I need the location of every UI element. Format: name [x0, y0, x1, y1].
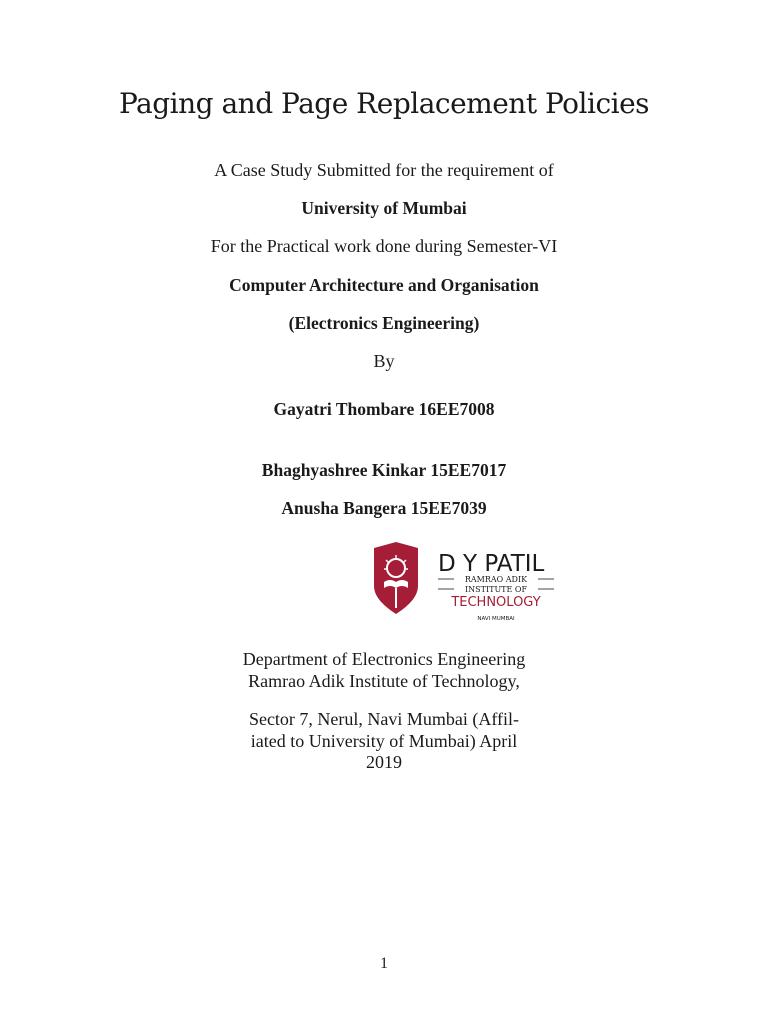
dy-patil-logo-icon: [370, 538, 560, 624]
logo-line-1: RAMRAO ADIK: [464, 575, 528, 584]
logo-name: D Y PATIL: [438, 551, 545, 577]
institute-line: Ramrao Adik Institute of Technology,: [248, 671, 520, 691]
document-title: Paging and Page Replacement Policies: [118, 87, 650, 120]
branch-name: (Electronics Engineering): [288, 313, 480, 333]
author-1: Gayatri Thombare 16EE7008: [273, 399, 495, 419]
logo-line-3: TECHNOLOGY: [451, 595, 541, 610]
author-3: Anusha Bangera 15EE7039: [281, 498, 487, 518]
logo-line-2: INSTITUTE OF: [464, 585, 528, 594]
page-number: 1: [380, 955, 388, 972]
subject-name: Computer Architecture and Organisation: [229, 275, 539, 295]
practical-line: For the Practical work done during Semester-VI: [210, 236, 558, 256]
department-line: Department of Electronics Engineering: [242, 649, 526, 669]
logo-line-4: NAVI MUMBAI: [477, 616, 515, 622]
address-line-1: Sector 7, Nerul, Navi Mumbai (Affil-: [248, 709, 520, 729]
author-2: Bhaghyashree Kinkar 15EE7017: [261, 460, 507, 480]
submission-line: A Case Study Submitted for the requirement of: [214, 160, 554, 180]
by-label: By: [373, 351, 395, 371]
address-line-3: 2019: [366, 752, 402, 772]
address-line-2: iated to University of Mumbai) April: [250, 731, 518, 751]
university-name: University of Mumbai: [301, 198, 467, 218]
institute-logo: [370, 538, 560, 624]
